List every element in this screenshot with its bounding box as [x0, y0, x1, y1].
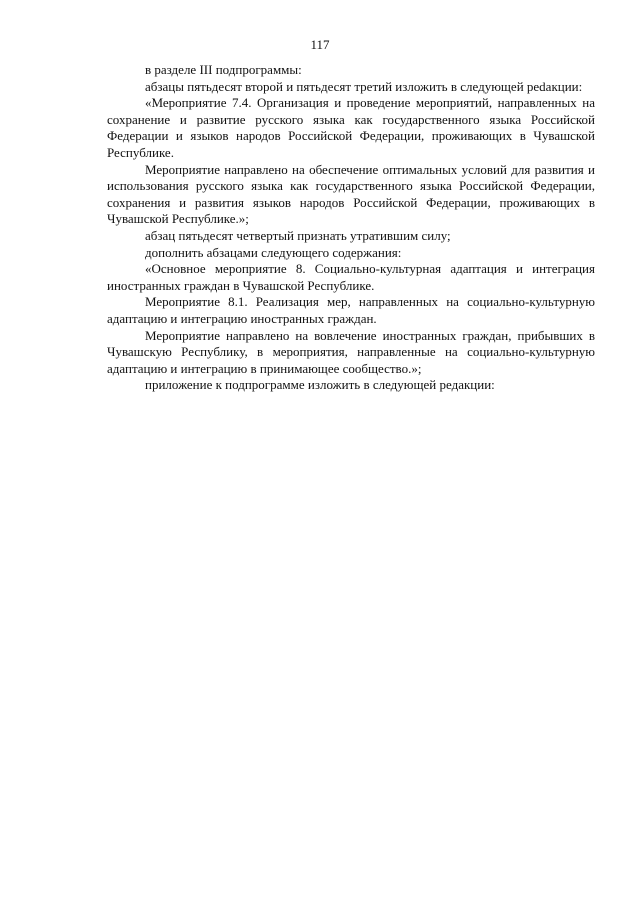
- paragraph-main-measure-8-title: «Основное мероприятие 8. Социально-культурная адаптация и интеграция иностранных граждан в Чувашской Республике.: [107, 261, 595, 293]
- paragraph-appendix-instruction: приложение к подпрограмме изложить в следующей редакции:: [145, 377, 495, 393]
- page-number: 117: [310, 37, 330, 52]
- paragraph-amend-instruction: абзацы пятьдесят второй и пятьдесят третий изложить в следующей реdакции:: [145, 78, 583, 94]
- paragraph-supplement-instruction: дополнить абзацами следующего содержания:: [145, 244, 402, 260]
- paragraph-measure-7-4-title: «Мероприятие 7.4. Организация и проведение мероприятий, направленных на сохранение и развитие русского языка как государственного языка Российской Федерации и языков народов Российской Федерации, проживающих в Чувашской Республике.: [107, 95, 595, 160]
- paragraph-measure-8-1-description: Мероприятие направлено на вовлечение иностранных граждан, прибывших в Чувашскую Республику, в мероприятия, направленные на социально-культурную адаптацию и интеграцию в принимающее сообщество.»;: [107, 327, 595, 376]
- paragraph-measure-8-1-title: Мероприятие 8.1. Реализация мер, направленных на социально-культурную адаптацию и интеграцию иностранных граждан.: [107, 294, 595, 326]
- paragraph-section-reference: в разделе III подпрограммы:: [145, 62, 302, 77]
- paragraph-repeal-instruction: абзац пятьдесят четвертый признать утратившим силу;: [145, 227, 451, 243]
- document-body: [107, 62, 595, 394]
- paragraph-measure-7-4-description: Мероприятие направлено на обеспечение оптимальных условий для развития и использования русского языка как государственного языка Российской Федерации, сохранения и развития языков народов Российской Федерации, проживающих в Чувашской Республике.»;: [107, 161, 595, 227]
